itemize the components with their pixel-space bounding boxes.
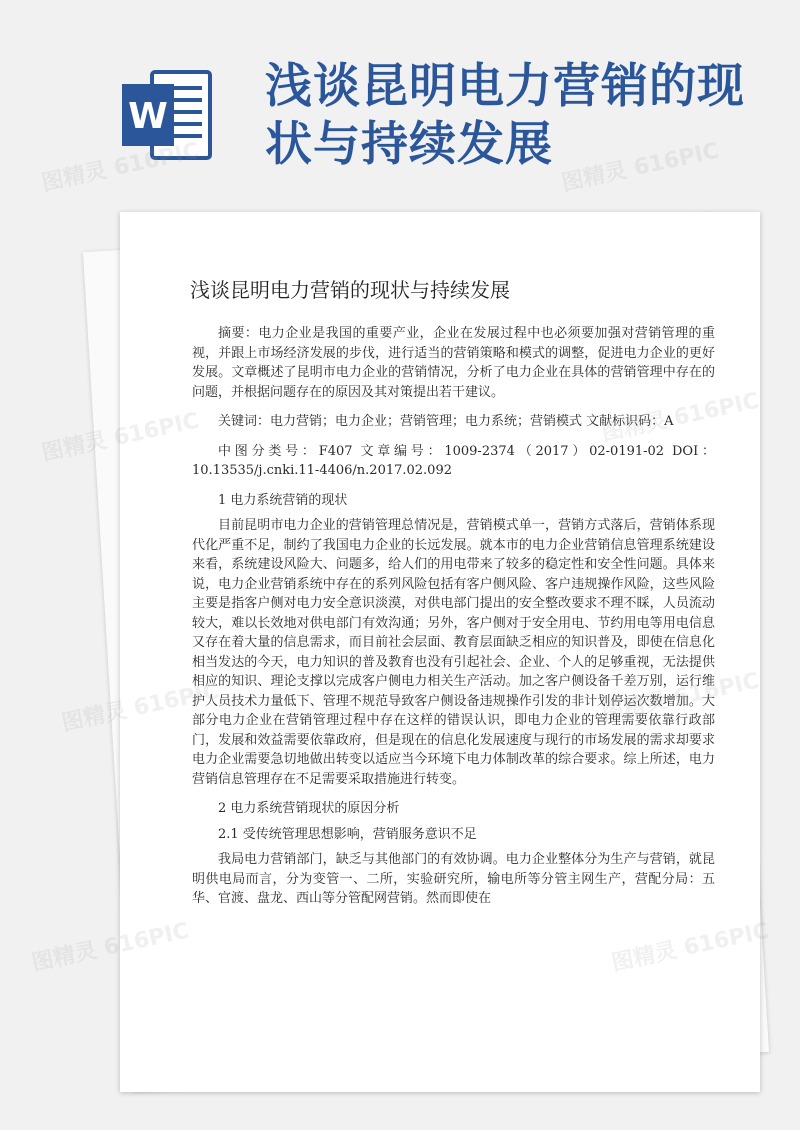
banner-title: 浅谈昆明电力营销的现状与持续发展 [265, 59, 745, 172]
section-2-heading: 2 电力系统营销现状的原因分析 [218, 801, 400, 816]
section-1-heading: 1 电力系统营销的现状 [218, 492, 348, 508]
document-page [120, 212, 760, 1092]
section-1-body: 目前昆明市电力企业的营销管理总情况是，营销模式单一，营销方式落后，营销体系现代化严重不足，制约了我国电力企业的长远发展。就本市的电力企业营销信息管理系统建设来看，系统建设风险大、问题多，给人们的用电带来了较多的稳定性和安全性问题。具体来说，电力企业营销系统中存在的系列风险包括有客户侧风险、客户违规操作风险，这些风险主要是指客户侧对电力安全意识淡漠，对供电部门提出的安全整改要求不理不睬，人员流动较大，难以长效地对供电部门有效沟通；另外，客户侧对于安全用电、节约用电等用电信息又存在着大量的信息需求，而目前社会层面、教育层面缺乏相应的知识普及，即使在信息化相当发达的今天，电力知识的普及教育也没有引起社会、企业、个人的足够重视，无法提供相应的知识、理论支撑以完成客户侧电力相关生产活动。加之客户侧设备千差万别，运行维护人员技术力量低下、管理不规范导致客户侧设备违规操作引发的非计划停运次数增加。大部分电力企业在营销管理过程中存在这样的错误认识，即电力企业的管理需要依靠行政部门，发展和效益需要依靠政府，但是现在的信息化发展速度与现行的市场发展的需求却要求电力企业需要急切地做出转变以适应当今环境下电力体制改革的综合要求。综上所述，电力营销信息管理存在不足需要采取措施进行转变。 [192, 518, 715, 787]
banner [0, 0, 800, 200]
watermark: 图精灵 616PIC [559, 138, 722, 197]
classification-paragraph: 中图分类号：F407 文章编号：1009-2374（2017）02-0191-02 DOI：10.13535/j.cnki.11-4406/n.2017.02.092 [192, 443, 715, 478]
svg-text:W: W [128, 96, 168, 137]
document-title: 浅谈昆明电力营销的现状与持续发展 [190, 278, 510, 302]
watermark: 图精灵 [39, 428, 110, 467]
section-2-1-heading: 2.1 受传统管理思想影响，营销服务意识不足 [218, 826, 477, 842]
watermark: 图精灵 [59, 698, 130, 737]
document-body [192, 324, 715, 919]
keywords-paragraph: 关键词：电力营销；电力企业；营销管理；电力系统；营销模式 文献标识码：A [218, 414, 674, 429]
watermark: 图精灵 616PIC [29, 918, 192, 977]
watermark: 图精灵 616PIC [39, 138, 202, 197]
section-2-1-body: 我局电力营销部门，缺乏与其他部门的有效协调。电力企业整体分为生产与营销，就昆明供电局而言，分为变管一、二所，实验研究所，输电所等分管主网生产，营配分局：五华、官渡、盘龙、西山等分管配网营销。然而即使在 [192, 852, 715, 906]
word-document-icon [118, 64, 218, 164]
abstract-paragraph: 摘要：电力企业是我国的重要产业，企业在发展过程中也必须要加强对营销管理的重视，并跟上市场经济发展的步伐，进行适当的营销策略和模式的调整，促进电力企业的更好发展。文章概述了昆明市电力企业的营销情况，分析了电力企业在具体的营销管理中存在的问题，并根据问题存在的原因及其对策提出若干建议。 [192, 326, 715, 400]
